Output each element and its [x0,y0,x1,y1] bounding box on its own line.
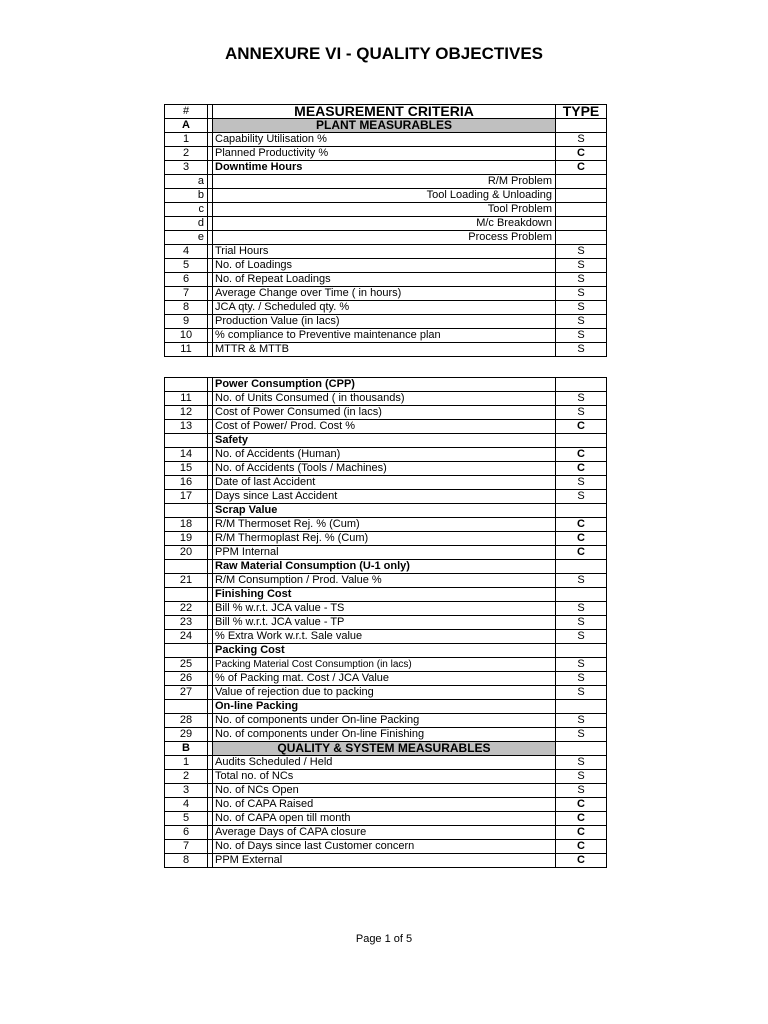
criteria-label: % compliance to Preventive maintenance plan [213,329,556,343]
table-row [165,189,607,203]
type-value: S [556,672,607,686]
type-value: C [556,798,607,812]
row-number: 11 [165,392,208,406]
type-value: C [556,826,607,840]
row-number: b [165,189,208,203]
row-number: d [165,217,208,231]
row-number: 25 [165,658,208,672]
row-number: 23 [165,616,208,630]
criteria-label: No. of CAPA Raised [213,798,556,812]
criteria-label: Cost of Power Consumed (in lacs) [213,406,556,420]
criteria-label: Downtime Hours [213,161,556,175]
type-value: S [556,616,607,630]
table-row [165,462,607,476]
consumption-quality-table [164,377,607,868]
table-row [165,490,607,504]
type-value: C [556,532,607,546]
table-row [165,518,607,532]
row-number: 17 [165,490,208,504]
table-row [165,259,607,273]
row-number: 11 [165,343,208,357]
criteria-label: No. of Accidents (Tools / Machines) [213,462,556,476]
row-number: 4 [165,798,208,812]
criteria-label: Bill % w.r.t. JCA value - TP [213,616,556,630]
row-number: 2 [165,770,208,784]
criteria-label: Process Problem [213,231,556,245]
table-row [165,784,607,798]
row-number: 5 [165,812,208,826]
type-value: S [556,756,607,770]
type-value [556,742,607,756]
criteria-label: Days since Last Accident [213,490,556,504]
row-number: 21 [165,574,208,588]
table-row [165,770,607,784]
table-row [165,231,607,245]
criteria-label: Raw Material Consumption (U-1 only) [213,560,556,574]
table-row [165,392,607,406]
criteria-label: No. of components under On-line Finishing [213,728,556,742]
row-number [165,700,208,714]
table-row [165,658,607,672]
table-row [165,161,607,175]
criteria-label: No. of Units Consumed ( in thousands) [213,392,556,406]
row-number: 10 [165,329,208,343]
row-number: 1 [165,133,208,147]
row-number: 4 [165,245,208,259]
type-value: S [556,490,607,504]
row-number [165,504,208,518]
criteria-label: R/M Thermoplast Rej. % (Cum) [213,532,556,546]
row-number: 18 [165,518,208,532]
type-value: C [556,812,607,826]
criteria-label: Trial Hours [213,245,556,259]
criteria-label: Scrap Value [213,504,556,518]
row-number: 20 [165,546,208,560]
row-number [165,434,208,448]
criteria-label: No. of Days since last Customer concern [213,840,556,854]
type-value: S [556,476,607,490]
table-row [165,546,607,560]
type-value: C [556,546,607,560]
criteria-label: Total no. of NCs [213,770,556,784]
row-number: 9 [165,315,208,329]
criteria-label: Packing Material Cost Consumption (in lacs) [213,658,556,672]
row-number [165,560,208,574]
criteria-label: M/c Breakdown [213,217,556,231]
type-value: C [556,448,607,462]
group-heading-row [165,700,607,714]
type-value: S [556,273,607,287]
table-row [165,686,607,700]
criteria-label: Production Value (in lacs) [213,315,556,329]
type-value: S [556,658,607,672]
criteria-label: Audits Scheduled / Held [213,756,556,770]
table-row [165,630,607,644]
table-row [165,672,607,686]
group-heading-row [165,378,607,392]
header-number: # [165,105,208,119]
type-value [556,378,607,392]
type-value: S [556,770,607,784]
row-number: 8 [165,301,208,315]
table-row [165,175,607,189]
row-number: 28 [165,714,208,728]
type-value: S [556,343,607,357]
section-row [165,119,607,133]
criteria-label: Power Consumption (CPP) [213,378,556,392]
criteria-label: No. of NCs Open [213,784,556,798]
table-row [165,532,607,546]
table-row [165,616,607,630]
type-value: S [556,392,607,406]
type-value [556,700,607,714]
criteria-label: Finishing Cost [213,588,556,602]
criteria-label: Value of rejection due to packing [213,686,556,700]
type-value: S [556,686,607,700]
type-value [556,231,607,245]
type-value: C [556,462,607,476]
criteria-label: No. of Loadings [213,259,556,273]
criteria-label: On-line Packing [213,700,556,714]
plant-measurables-table [164,104,607,357]
criteria-label: Planned Productivity % [213,147,556,161]
row-number: a [165,175,208,189]
type-value [556,504,607,518]
criteria-label: Average Change over Time ( in hours) [213,287,556,301]
criteria-label: No. of components under On-line Packing [213,714,556,728]
row-number: 5 [165,259,208,273]
group-heading-row [165,504,607,518]
row-number: 2 [165,147,208,161]
criteria-label: PPM Internal [213,546,556,560]
table-row [165,854,607,868]
criteria-label: Date of last Accident [213,476,556,490]
criteria-label: JCA qty. / Scheduled qty. % [213,301,556,315]
table-row [165,756,607,770]
type-value: S [556,406,607,420]
row-number: B [165,742,208,756]
criteria-label: R/M Thermoset Rej. % (Cum) [213,518,556,532]
page-title: ANNEXURE VI - QUALITY OBJECTIVES [224,44,543,63]
row-number: 6 [165,273,208,287]
type-value: C [556,854,607,868]
type-value: C [556,840,607,854]
criteria-label: % of Packing mat. Cost / JCA Value [213,672,556,686]
type-value: S [556,301,607,315]
table-row [165,448,607,462]
table-row [165,301,607,315]
table-row [165,133,607,147]
row-number: c [165,203,208,217]
type-value: S [556,630,607,644]
type-value: S [556,287,607,301]
group-heading-row [165,644,607,658]
table-row [165,826,607,840]
table-row [165,147,607,161]
criteria-label: Average Days of CAPA closure [213,826,556,840]
table-row [165,714,607,728]
type-value: S [556,245,607,259]
row-number: 19 [165,532,208,546]
type-value: C [556,161,607,175]
table-row [165,728,607,742]
row-number: 16 [165,476,208,490]
table-row [165,798,607,812]
type-value [556,644,607,658]
row-number: 26 [165,672,208,686]
criteria-label: R/M Consumption / Prod. Value % [213,574,556,588]
type-value: C [556,420,607,434]
type-value: C [556,518,607,532]
table-row [165,602,607,616]
criteria-label: Packing Cost [213,644,556,658]
table-row [165,245,607,259]
row-number: 3 [165,784,208,798]
row-number: 29 [165,728,208,742]
table-row [165,273,607,287]
table-row [165,343,607,357]
row-number [165,378,208,392]
row-number: 6 [165,826,208,840]
table-row [165,476,607,490]
table-row [165,217,607,231]
type-value: S [556,728,607,742]
type-value [556,588,607,602]
row-number: 24 [165,630,208,644]
group-heading-row [165,588,607,602]
type-value: S [556,714,607,728]
type-value: S [556,315,607,329]
row-number: 14 [165,448,208,462]
row-number: 7 [165,840,208,854]
section-title: PLANT MEASURABLES [213,119,556,133]
criteria-label: R/M Problem [213,175,556,189]
row-number: A [165,119,208,133]
criteria-label: MTTR & MTTB [213,343,556,357]
row-number [165,588,208,602]
type-value: S [556,329,607,343]
type-value [556,119,607,133]
type-value: S [556,602,607,616]
type-value [556,217,607,231]
type-value: S [556,133,607,147]
criteria-label: No. of CAPA open till month [213,812,556,826]
type-value [556,434,607,448]
table-row [165,812,607,826]
type-value [556,203,607,217]
criteria-label: Safety [213,434,556,448]
row-number: 7 [165,287,208,301]
table-row [165,420,607,434]
row-number: 12 [165,406,208,420]
table-row [165,203,607,217]
table-row [165,840,607,854]
criteria-label: Bill % w.r.t. JCA value - TS [213,602,556,616]
type-value [556,560,607,574]
table-row [165,315,607,329]
section-title: QUALITY & SYSTEM MEASURABLES [213,742,556,756]
group-heading-row [165,434,607,448]
criteria-label: No. of Repeat Loadings [213,273,556,287]
criteria-label: No. of Accidents (Human) [213,448,556,462]
row-number: 3 [165,161,208,175]
criteria-label: Tool Problem [213,203,556,217]
row-number: 22 [165,602,208,616]
table-row [165,329,607,343]
table-row [165,574,607,588]
type-value: C [556,147,607,161]
row-number: e [165,231,208,245]
type-value [556,175,607,189]
row-number: 27 [165,686,208,700]
row-number: 15 [165,462,208,476]
type-value [556,189,607,203]
row-number: 8 [165,854,208,868]
table-header-row [165,105,607,119]
row-number: 13 [165,420,208,434]
type-value: S [556,574,607,588]
criteria-label: Cost of Power/ Prod. Cost % [213,420,556,434]
criteria-label: Tool Loading & Unloading [213,189,556,203]
page-footer: Page 1 of 5 [355,933,413,945]
type-value: S [556,784,607,798]
criteria-label: % Extra Work w.r.t. Sale value [213,630,556,644]
table-row [165,287,607,301]
criteria-label: Capability Utilisation % [213,133,556,147]
header-type: TYPE [556,105,607,119]
header-criteria: MEASUREMENT CRITERIA [213,105,556,119]
section-row [165,742,607,756]
row-number [165,644,208,658]
type-value: S [556,259,607,273]
criteria-label: PPM External [213,854,556,868]
table-row [165,406,607,420]
group-heading-row [165,560,607,574]
row-number: 1 [165,756,208,770]
